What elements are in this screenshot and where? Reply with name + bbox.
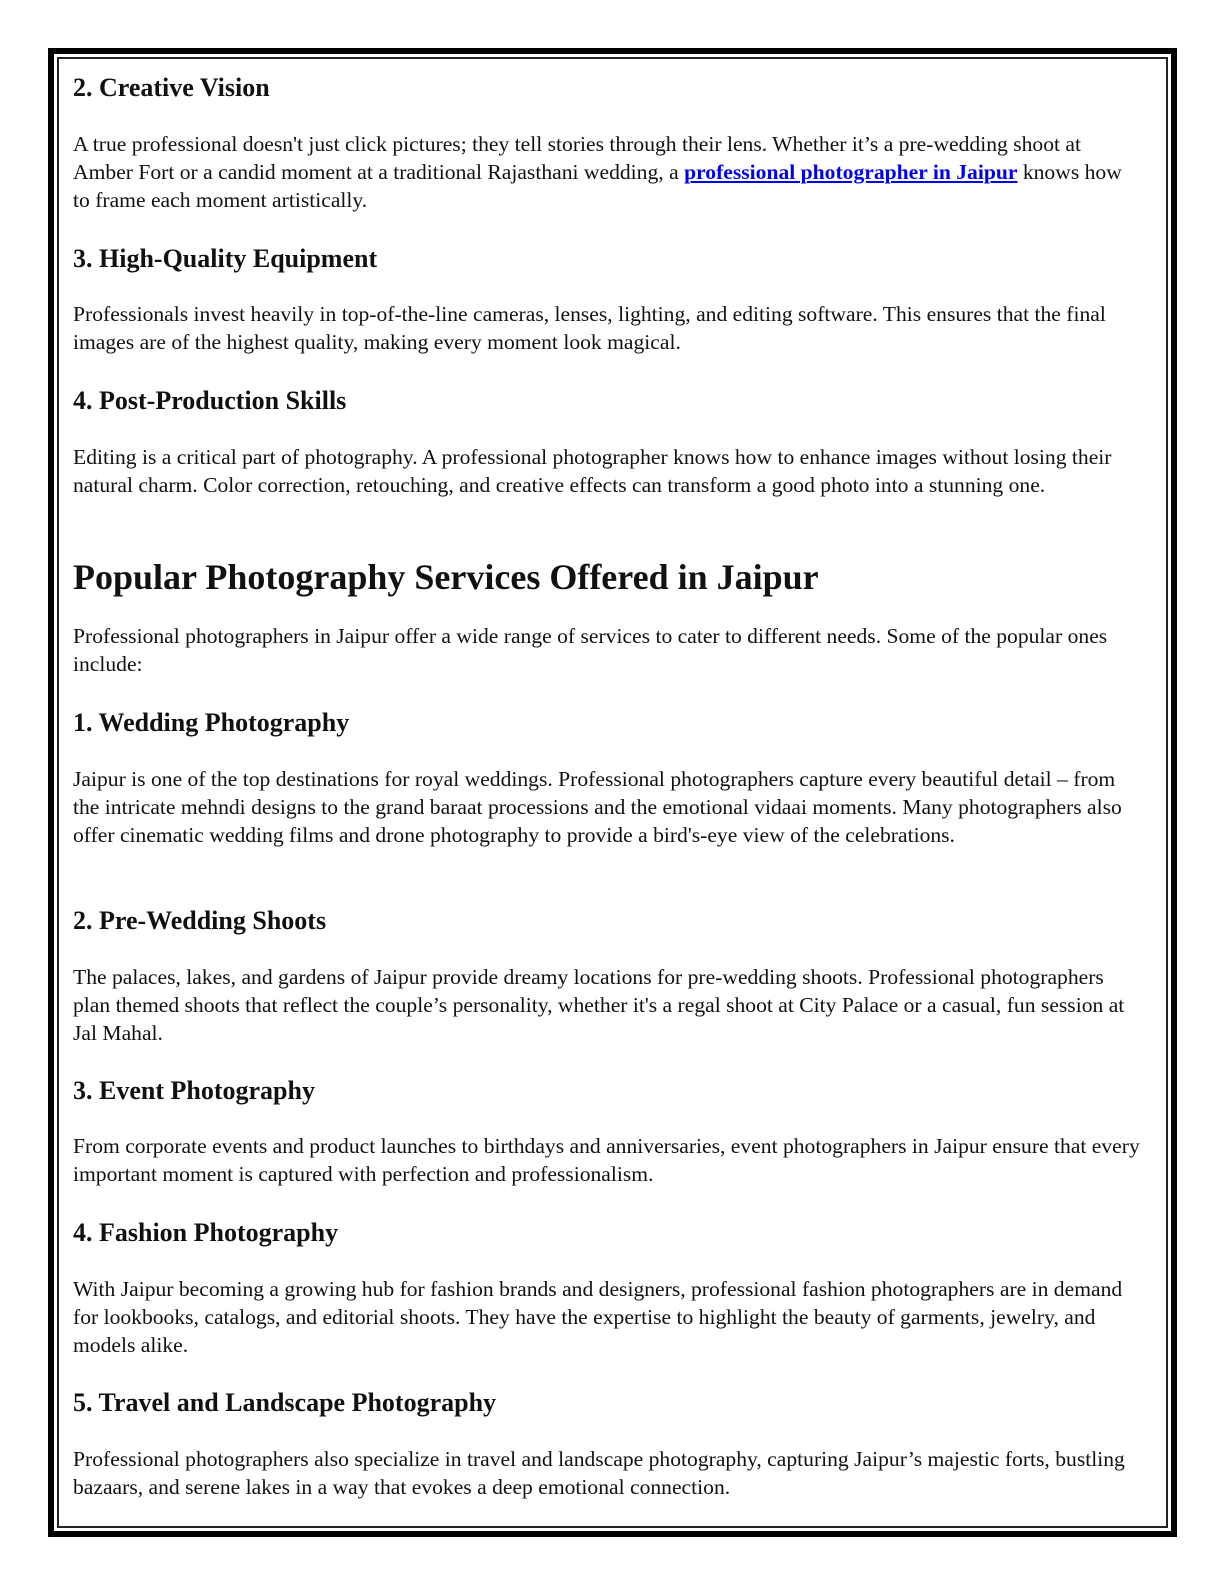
paragraph-fashion: With Jaipur becoming a growing hub for fashion brands and designers, professional fashion photographers are in demand for lookbooks, catalogs, and editorial shoots. They have the expertise to highlight the beauty of garments, jewelry, and models alike. <box>73 1277 1123 1357</box>
section-heading-services: Popular Photography Services Offered in Jaipur <box>73 557 819 597</box>
paragraph-equipment: Professionals invest heavily in top-of-the-line cameras, lenses, lighting, and editing software. This ensures that the final images are of the highest quality, making every moment look magical. <box>73 302 1106 354</box>
heading-wedding: 1. Wedding Photography <box>73 708 350 737</box>
paragraph-services-intro: Professional photographers in Jaipur offer a wide range of services to cater to different needs. Some of the popular ones include: <box>73 624 1108 676</box>
heading-event: 3. Event Photography <box>73 1076 315 1105</box>
text: knows how to frame each moment artistically. <box>73 159 1122 212</box>
heading-post-production: 4. Post-Production Skills <box>73 386 347 415</box>
heading-fashion: 4. Fashion Photography <box>73 1218 339 1247</box>
text: A true professional doesn't just click pictures; they tell stories through their lens. Whether it’s a pre-wedding shoot at Amber Fort or a candid moment at a traditional Rajasthani wedding, a <box>73 132 1081 184</box>
heading-creative-vision: 2. Creative Vision <box>73 73 270 102</box>
paragraph-travel: Professional photographers also specialize in travel and landscape photography, capturing Jaipur’s majestic forts, bustling bazaars, and serene lakes in a way that evokes a deep emotional connection. <box>73 1447 1125 1499</box>
paragraph-pre-wedding: The palaces, lakes, and gardens of Jaipur provide dreamy locations for pre-wedding shoots. Professional photographers plan themed shoots that reflect the couple’s personality, whether it's a regal shoot at City Palace or a casual, fun session at Jal Mahal. <box>73 965 1125 1045</box>
paragraph-creative-vision <box>73 131 1141 214</box>
paragraph-event: From corporate events and product launches to birthdays and anniversaries, event photographers in Jaipur ensure that every important moment is captured with perfection and professionalism. <box>73 1134 1140 1186</box>
heading-equipment: 3. High-Quality Equipment <box>73 244 378 273</box>
heading-travel: 5. Travel and Landscape Photography <box>73 1388 497 1417</box>
professional-photographer-link[interactable]: professional photographer in Jaipur <box>684 159 1018 184</box>
paragraph-wedding: Jaipur is one of the top destinations for royal weddings. Professional photographers capture every beautiful detail – from the intricate mehndi designs to the grand baraat processions and the emotional vidaai moments. Many photographers also offer cinematic wedding films and drone photography to provide a bird's-eye view of the celebrations. <box>73 767 1122 847</box>
paragraph-post-production: Editing is a critical part of photography. A professional photographer knows how to enhance images without losing their natural charm. Color correction, retouching, and creative effects can transform a good photo into a stunning one. <box>73 445 1112 497</box>
heading-pre-wedding: 2. Pre-Wedding Shoots <box>73 906 327 935</box>
